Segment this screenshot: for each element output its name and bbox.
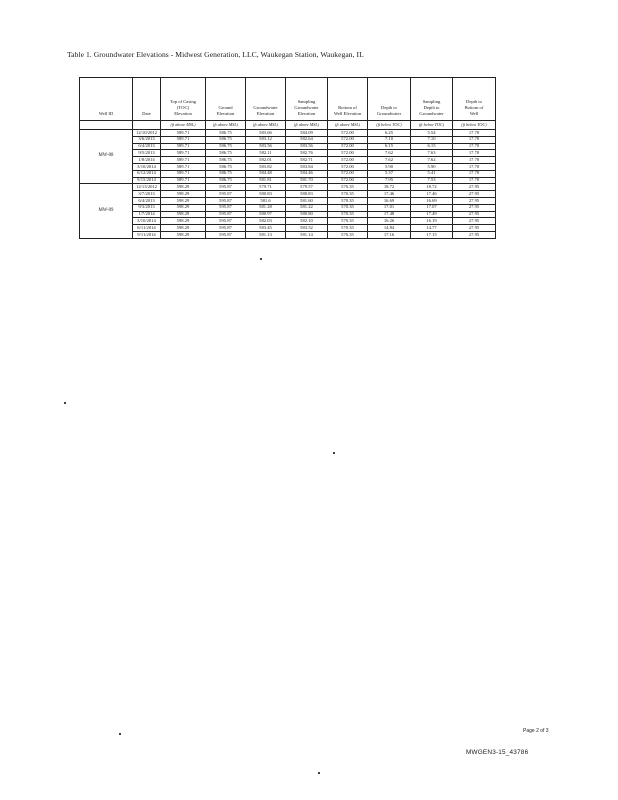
data-cell: 589.71 (161, 136, 206, 143)
data-cell: 581.81 (246, 177, 286, 184)
column-header (411, 78, 453, 121)
unit-cell: (ft above MSL) (286, 121, 328, 130)
unit-cell (133, 121, 161, 130)
data-cell: 572.00 (328, 177, 368, 184)
table-row (80, 218, 496, 225)
data-cell: 589.71 (161, 163, 206, 170)
data-cell: 16.69 (368, 197, 411, 204)
data-cell: 582.64 (286, 136, 328, 143)
unit-cell: (ft below TOC) (368, 121, 411, 130)
data-cell: 586.75 (206, 163, 246, 170)
data-cell: 586.75 (206, 177, 246, 184)
header-line: Elevation (256, 111, 275, 116)
data-cell: 1/7/2014 (133, 211, 161, 218)
data-cell: 598.29 (161, 184, 206, 191)
data-cell: 598.29 (161, 225, 206, 232)
data-cell: 589.71 (161, 143, 206, 150)
data-cell: 17.48 (368, 211, 411, 218)
header-line: Elevation (297, 111, 316, 116)
well-id-cell: MW-08 (80, 130, 133, 184)
data-cell: 583.52 (286, 225, 328, 232)
column-header (368, 78, 411, 121)
data-cell: 583.84 (286, 163, 328, 170)
table-row (80, 204, 496, 211)
data-cell: 598.29 (161, 231, 206, 238)
table-row (80, 177, 496, 184)
header-line: Bottom of (464, 105, 484, 110)
data-cell: 581.60 (286, 197, 328, 204)
data-cell: 583.82 (246, 163, 286, 170)
table-row (80, 136, 496, 143)
data-cell: 27.95 (453, 184, 496, 191)
data-cell: 27.95 (453, 204, 496, 211)
header-line: Groundwater (376, 111, 402, 116)
data-cell: 582.01 (246, 157, 286, 164)
data-cell: 17.07 (411, 204, 453, 211)
data-cell: 583.45 (246, 225, 286, 232)
data-cell: 570.35 (328, 184, 368, 191)
data-cell: 14.77 (411, 225, 453, 232)
data-cell: 581.6 (246, 197, 286, 204)
data-cell: 572.00 (328, 130, 368, 137)
data-cell: 580.83 (246, 191, 286, 198)
data-cell: 16.19 (411, 218, 453, 225)
data-cell: 595.87 (206, 231, 246, 238)
data-cell: 598.29 (161, 218, 206, 225)
data-cell: 6/12/2014 (133, 170, 161, 177)
data-cell: 579.71 (246, 184, 286, 191)
data-cell: 586.75 (206, 157, 246, 164)
data-cell: 586.75 (206, 130, 246, 137)
data-cell: 17.46 (368, 191, 411, 198)
table-row (80, 157, 496, 164)
table-row (80, 150, 496, 157)
data-cell: 14.84 (368, 225, 411, 232)
header-line: Sampling (422, 99, 441, 104)
data-cell: 27.95 (453, 211, 496, 218)
data-cell: 584.48 (246, 170, 286, 177)
table-body (80, 130, 496, 239)
data-cell: 582.76 (286, 150, 328, 157)
column-header (286, 78, 328, 121)
data-cell: 581.22 (286, 204, 328, 211)
table-row (80, 197, 496, 204)
header-line: (TOC) (176, 105, 190, 110)
data-cell: 17.70 (453, 136, 496, 143)
data-cell: 595.87 (206, 211, 246, 218)
data-cell: 17.70 (453, 143, 496, 150)
data-cell: 6.15 (368, 143, 411, 150)
unit-cell: (ft above MSL) (328, 121, 368, 130)
data-cell: 17.01 (368, 204, 411, 211)
data-cell: 17.70 (453, 130, 496, 137)
data-cell: 7.62 (411, 157, 453, 164)
data-cell: 572.00 (328, 163, 368, 170)
table-row (80, 211, 496, 218)
data-cell: 7.95 (368, 177, 411, 184)
data-cell: 17.70 (453, 163, 496, 170)
column-header (328, 78, 368, 121)
data-cell: 598.29 (161, 204, 206, 211)
data-cell: 572.00 (328, 136, 368, 143)
data-cell: 12/13/2012 (133, 184, 161, 191)
data-cell: 589.71 (161, 157, 206, 164)
data-cell: 581.13 (246, 231, 286, 238)
data-cell: 17.70 (453, 170, 496, 177)
data-cell: 3/10/2014 (133, 163, 161, 170)
table-row (80, 170, 496, 177)
data-cell: 7.62 (368, 157, 411, 164)
header-line: Well Elevation (333, 111, 362, 116)
data-cell: 16.26 (368, 218, 411, 225)
unit-cell: (ft above MSL) (161, 121, 206, 130)
data-cell: 570.35 (328, 231, 368, 238)
data-cell: 580.83 (286, 191, 328, 198)
data-cell: 581.28 (246, 204, 286, 211)
data-cell: 589.71 (161, 177, 206, 184)
data-cell: 589.71 (161, 130, 206, 137)
data-cell: 5.41 (411, 170, 453, 177)
column-header (80, 78, 133, 121)
data-cell: 6/4/2013 (133, 143, 161, 150)
data-cell: 17.15 (411, 231, 453, 238)
data-cell: 586.75 (206, 150, 246, 157)
data-cell: 583.12 (246, 136, 286, 143)
data-cell: 580.80 (286, 211, 328, 218)
unit-cell: (ft above MSL) (246, 121, 286, 130)
data-cell: 586.75 (206, 170, 246, 177)
data-cell: 595.87 (206, 184, 246, 191)
data-cell: 6.25 (368, 130, 411, 137)
bates-number: MWGEN3-15_43786 (466, 749, 529, 756)
data-cell: 583.56 (246, 143, 286, 150)
data-cell: 17.16 (368, 231, 411, 238)
data-cell: 572.00 (328, 150, 368, 157)
data-cell: 5.90 (368, 163, 411, 170)
data-cell: 598.29 (161, 211, 206, 218)
data-cell: 586.75 (206, 136, 246, 143)
data-cell: 9/5/2013 (133, 150, 161, 157)
table-row (80, 163, 496, 170)
data-cell: 586.75 (206, 143, 246, 150)
data-cell: 581.70 (286, 177, 328, 184)
column-header (133, 78, 161, 121)
header-line: Depth to (466, 99, 482, 104)
data-cell: 17.49 (411, 211, 453, 218)
unit-cell: (ft below TOC) (453, 121, 496, 130)
header-line: Well (469, 111, 479, 116)
data-cell: 570.35 (328, 204, 368, 211)
data-cell: 7.10 (411, 136, 453, 143)
unit-cell: (ft above MSL) (206, 121, 246, 130)
units-row (80, 121, 496, 130)
header-line: Groundwater (253, 105, 278, 110)
data-cell: 6/11/2014 (133, 225, 161, 232)
data-cell: 583.56 (286, 143, 328, 150)
scan-speck (318, 772, 320, 774)
data-cell: 595.87 (206, 191, 246, 198)
well-id-cell: MW-09 (80, 184, 133, 238)
data-cell: 582.11 (246, 150, 286, 157)
header-row (80, 78, 496, 121)
table-row (80, 231, 496, 238)
data-cell: 581.14 (286, 231, 328, 238)
data-cell: 582.03 (246, 218, 286, 225)
scan-speck (333, 452, 335, 454)
data-cell: 7.63 (411, 150, 453, 157)
data-cell: 572.00 (328, 170, 368, 177)
header-line: Ground (218, 105, 233, 110)
page-number: Page 2 of 3 (523, 728, 549, 734)
header-line: Well ID (98, 111, 114, 116)
data-cell: 16.69 (411, 197, 453, 204)
data-cell: 589.71 (161, 150, 206, 157)
header-line: Elevation (174, 111, 192, 116)
data-cell: 17.70 (453, 157, 496, 164)
data-cell: 570.35 (328, 197, 368, 204)
column-header (206, 78, 246, 121)
table-title: Table 1. Groundwater Elevations - Midwest Generation, LLC, Waukegan Station, Waukegan, IL (67, 50, 364, 59)
data-cell: 584.09 (286, 130, 328, 137)
data-cell: 582.71 (286, 157, 328, 164)
data-cell: 1/8/2014 (133, 157, 161, 164)
header-line: Depth to (381, 105, 397, 110)
data-cell: 17.70 (453, 150, 496, 157)
data-cell: 3/10/2014 (133, 218, 161, 225)
data-cell: 5.90 (411, 163, 453, 170)
header-line: Top of Casing (170, 99, 196, 104)
data-cell: 9/11/2014 (133, 231, 161, 238)
data-cell: 18.72 (368, 184, 411, 191)
data-cell: 570.35 (328, 191, 368, 198)
data-cell: 27.95 (453, 225, 496, 232)
data-cell: 589.71 (161, 170, 206, 177)
scan-speck (119, 733, 121, 735)
header-line: Depth to (423, 105, 440, 110)
data-cell: 6.15 (411, 143, 453, 150)
data-cell: 598.29 (161, 191, 206, 198)
data-cell: 12/10/2012 (133, 130, 161, 137)
header-line: Elevation (216, 111, 235, 116)
scan-speck (64, 402, 66, 404)
column-header (453, 78, 496, 121)
data-cell: 17.46 (411, 191, 453, 198)
data-cell: 18.72 (411, 184, 453, 191)
data-cell: 580.97 (246, 211, 286, 218)
data-cell: 570.35 (328, 225, 368, 232)
table-row (80, 143, 496, 150)
data-cell: 570.35 (328, 218, 368, 225)
data-cell: 572.00 (328, 143, 368, 150)
data-cell: 27.95 (453, 191, 496, 198)
data-cell: 584.46 (286, 170, 328, 177)
data-cell: 6/4/2013 (133, 197, 161, 204)
data-cell: 579.57 (286, 184, 328, 191)
data-cell: 5.54 (411, 130, 453, 137)
data-cell: 572.00 (328, 157, 368, 164)
unit-cell (80, 121, 133, 130)
groundwater-elevations-table (79, 77, 496, 239)
data-cell: 17.70 (453, 177, 496, 184)
data-cell: 7.10 (368, 136, 411, 143)
data-cell: 27.95 (453, 197, 496, 204)
data-cell: 3/7/2013 (133, 191, 161, 198)
table-row (80, 225, 496, 232)
data-cell: 582.10 (286, 218, 328, 225)
table-row (80, 130, 496, 137)
column-header (161, 78, 206, 121)
data-cell: 3/6/2013 (133, 136, 161, 143)
data-cell: 5.37 (368, 170, 411, 177)
data-cell: 9/3/2013 (133, 204, 161, 211)
unit-cell: (ft below TOC) (411, 121, 453, 130)
data-cell: 9/15/2014 (133, 177, 161, 184)
header-line: Sampling (297, 99, 316, 104)
data-cell: 583.66 (246, 130, 286, 137)
column-header (246, 78, 286, 121)
data-cell: 595.87 (206, 218, 246, 225)
data-cell: 595.87 (206, 197, 246, 204)
data-cell: 595.87 (206, 225, 246, 232)
header-line: Bottom of (338, 105, 357, 110)
header-line: Groundwater (294, 105, 319, 110)
header-line: Groundwater (419, 111, 444, 116)
data-cell: 7.62 (368, 150, 411, 157)
table-row (80, 184, 496, 191)
data-cell: 27.95 (453, 218, 496, 225)
header-line: Date (142, 111, 151, 116)
table-row (80, 191, 496, 198)
scan-speck (260, 258, 262, 260)
data-cell: 27.95 (453, 231, 496, 238)
data-cell: 595.87 (206, 204, 246, 211)
data-cell: 598.29 (161, 197, 206, 204)
data-cell: 7.53 (411, 177, 453, 184)
data-cell: 570.35 (328, 211, 368, 218)
